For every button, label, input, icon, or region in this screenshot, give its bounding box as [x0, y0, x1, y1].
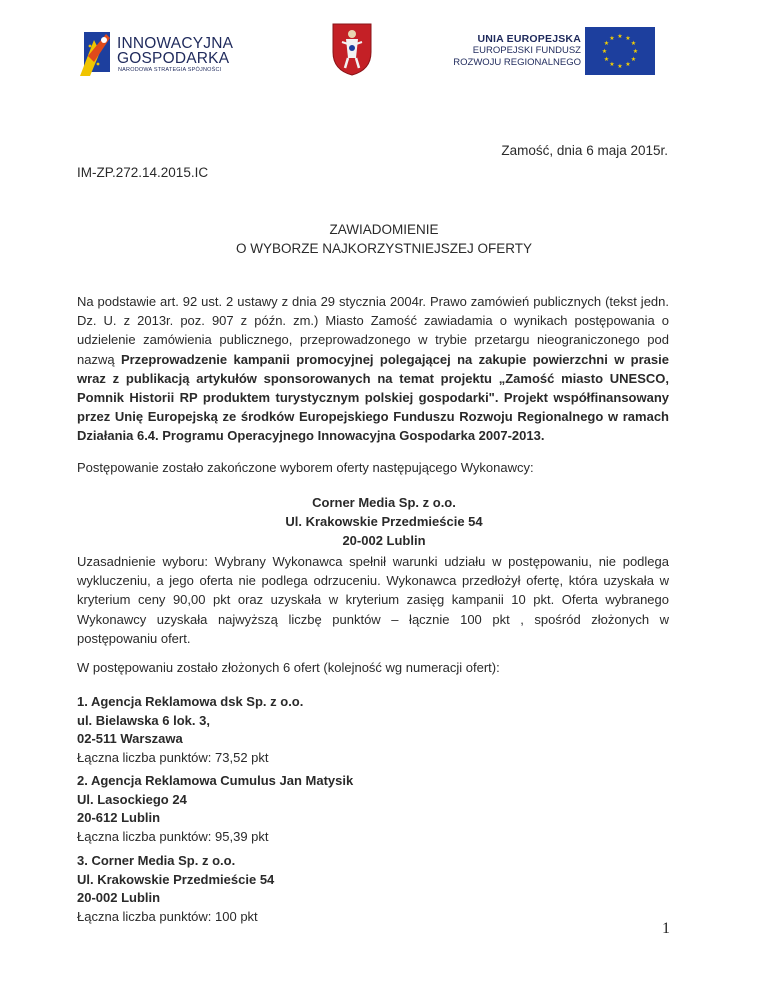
offer-city: 20-612 Lublin [77, 810, 161, 825]
svg-text:★: ★ [617, 33, 623, 40]
legal-basis-text: Na podstawie art. 92 ust. 2 ustawy z dnia 29 stycznia 2004r. Prawo zamówień publicznych (tekst jedn. Dz. U. z 2013r. poz. 907 z późn. zm.) Miasto Zamość zawiadamia o wynikach postępowania o udzielenie zamówienia publicznego, przeprowadzonego w trybie przetargu nieograniczonego pod nazwą [77, 294, 669, 367]
svg-text:★: ★ [603, 56, 610, 63]
offers-intro: W postępowaniu zostało złożonych 6 ofert (kolejność wg numeracji ofert): [77, 660, 500, 675]
offer-street: ul. Bielawska 6 lok. 3, [77, 712, 210, 728]
svg-text:★: ★ [603, 40, 610, 47]
winner-street: Ul. Krakowskie Przedmieście 54 [285, 514, 483, 529]
offer-points: Łączna liczba punktów: 73,52 pkt [77, 749, 269, 765]
innowacyjna-gospodarka-logo [76, 26, 256, 86]
eu-fund-label: UNIA EUROPEJSKA EUROPEJSKI FUNDUSZ ROZWOJU REGIONALNEGO [453, 33, 581, 68]
winner-city: 20-002 Lublin [342, 533, 426, 548]
svg-text:★: ★ [617, 63, 623, 70]
svg-text:★: ★ [625, 61, 631, 68]
document-title: ZAWIADOMIENIE [329, 222, 439, 237]
svg-text:★: ★ [632, 48, 639, 55]
offer-item [77, 852, 274, 926]
svg-text:★: ★ [625, 35, 631, 42]
justification-paragraph: Uzasadnienie wyboru: Wybrany Wykonawca spełnił warunki udziału w postępowaniu, nie podlega wykluczeniu, a jego oferta nie podlega odrzuceniu. Wykonawca przedłożył ofertę, która uzyskała w kryterium ceny 90,00 pkt oraz uzyskała w kryterium zasięg kampanii 10 pkt. Oferta wybranego Wykonawcy uzyskała najwyższą liczbę punktów – łącznie 100 pkt , spośród złożonych w postępowaniu ofert. [77, 554, 669, 646]
ig-logo-mark-icon [76, 26, 116, 80]
svg-text:★: ★ [630, 40, 637, 47]
svg-text:★: ★ [601, 48, 608, 55]
document-subtitle: O WYBORZE NAJKORZYSTNIEJSZEJ OFERTY [235, 241, 533, 256]
winner-name: Corner Media Sp. z o.o. [312, 495, 456, 510]
offer-points: Łączna liczba punktów: 100 pkt [77, 908, 258, 924]
offer-points: Łączna liczba punktów: 95,39 pkt [77, 828, 269, 844]
offer-item [77, 693, 303, 767]
svg-text:★: ★ [630, 56, 637, 63]
offer-city: 20-002 Lublin [77, 890, 161, 905]
procurement-subject: Przeprowadzenie kampanii promocyjnej polegającej na zakupie powierzchni w prasie wraz z publikacją artykułów sponsorowanych na temat projektu „Zamość miasto UNESCO, Pomnik Historii RP produktem turystycznym polskiej gospodarki". Projekt współfinansowany przez Unię Europejską ze środków Europejskiego Funduszu Rozwoju Regionalnego w ramach Działania 6.4. Programu Operacyjnego Innowacyjna Gospodarka 2007-2013. [77, 351, 669, 444]
svg-text:★: ★ [609, 35, 615, 42]
zamosc-coat-of-arms-icon [331, 22, 373, 76]
ig-logo-title: INNOWACYJNA GOSPODARKA [117, 35, 234, 67]
offer-name: 2. Agencja Reklamowa Cumulus Jan Matysik [77, 773, 354, 788]
ig-logo-subtitle: NARODOWA STRATEGIA SPÓJNOŚCI [118, 67, 222, 73]
selected-contractor [0, 493, 768, 550]
offer-name: 3. Corner Media Sp. z o.o. [77, 853, 236, 868]
offer-name: 1. Agencja Reklamowa dsk Sp. z o.o. [77, 694, 304, 709]
legal-basis-paragraph [77, 292, 669, 446]
offer-item [77, 772, 353, 846]
svg-text:★: ★ [609, 61, 615, 68]
eu-flag-icon [585, 27, 655, 75]
document-date: Zamość, dnia 6 maja 2015r. [501, 143, 668, 158]
offer-city: 02-511 Warszawa [77, 731, 183, 746]
page-number: 1 [662, 920, 670, 937]
offer-street: Ul. Krakowskie Przedmieście 54 [77, 871, 275, 887]
document-reference: IM-ZP.272.14.2015.IC [77, 165, 209, 180]
result-statement: Postępowanie zostało zakończone wyborem oferty następującego Wykonawcy: [77, 460, 534, 475]
offer-street: Ul. Lasockiego 24 [77, 791, 187, 807]
